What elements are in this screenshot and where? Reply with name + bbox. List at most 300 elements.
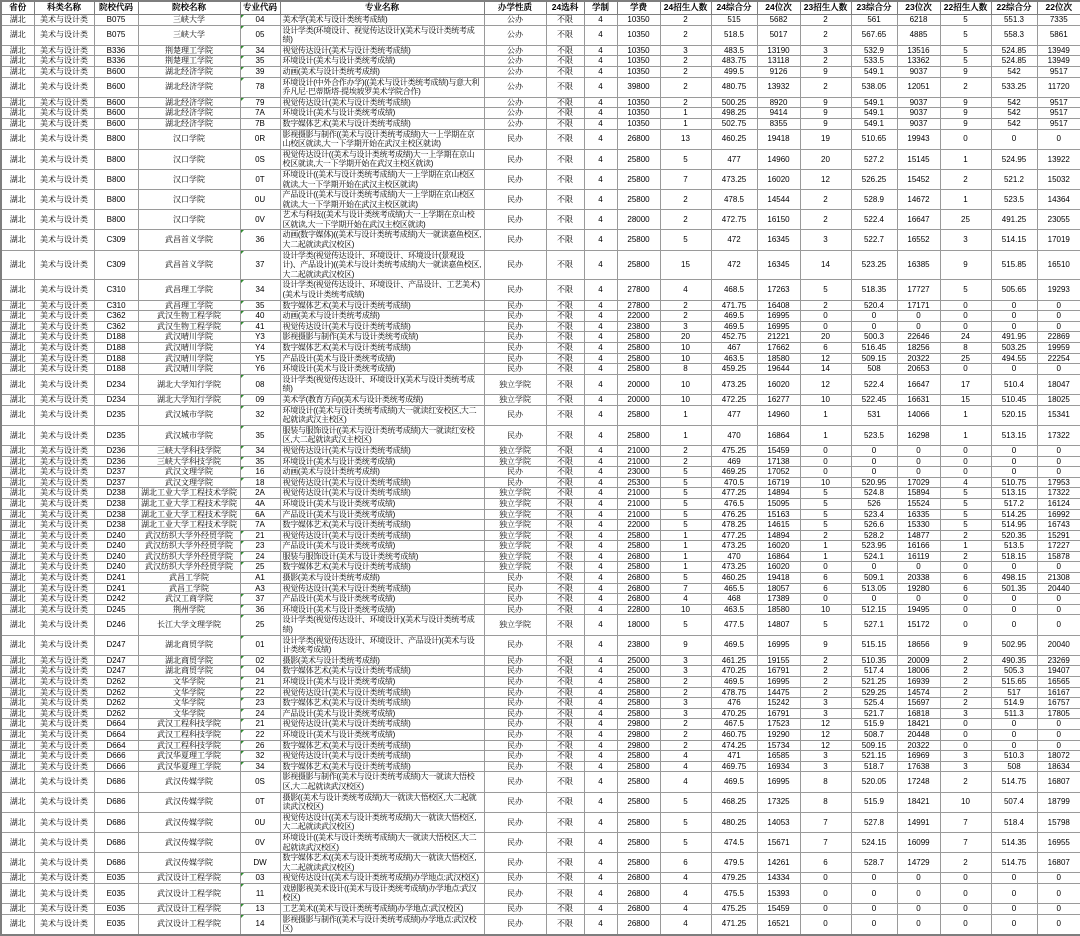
cell: 513.5 (991, 541, 1037, 552)
major-name-cell: 数字媒体艺术(美术与设计类统考成绩) (280, 118, 484, 129)
cell: 武汉文理学院 (138, 477, 240, 488)
cell: 520.4 (851, 300, 897, 311)
major-name-cell: 环境设计((美术与设计类统考成绩)大一上学期在京山校区就读,大一下学期开始在武汉主校区就读) (280, 169, 484, 189)
cell: C310 (94, 300, 138, 311)
cell: 武汉传媒学院 (138, 772, 240, 792)
cell: 独立学院 (484, 509, 546, 520)
cell: 不限 (546, 687, 584, 698)
cell: 湖北经济学院 (138, 118, 240, 129)
cell: 9126 (757, 66, 800, 77)
table-row (1, 25, 1080, 45)
cell: 0 (1037, 729, 1080, 740)
cell: 湖北 (1, 740, 34, 751)
major-name-cell: 环境设计(美术与设计类统考成绩) (280, 364, 484, 375)
cell: 22000 (617, 520, 660, 531)
cell: 2 (660, 719, 711, 730)
cell: D234 (94, 394, 138, 405)
major-name-cell: 影视摄影与制作((美术与设计类统考成绩)大一就读大悟校区,大二起就读武汉校区) (280, 772, 484, 792)
major-code-cell-with-text-marker-icon: 25 (240, 562, 280, 573)
cell: 22800 (617, 604, 660, 615)
major-name-cell: 数字媒体艺术(美术与设计类统考成绩) (280, 520, 484, 531)
cell: 510.35 (851, 655, 897, 666)
cell: 470.25 (711, 708, 757, 719)
cell: 美术与设计类 (34, 751, 94, 762)
header-row (1, 1, 1080, 15)
cell: 20040 (1037, 635, 1080, 655)
cell: 18256 (897, 343, 940, 354)
cell: 8920 (757, 97, 800, 108)
column-header-3: 院校名称 (138, 1, 240, 15)
cell: 美术与设计类 (34, 56, 94, 67)
cell: 15459 (757, 904, 800, 915)
cell: 民办 (484, 210, 546, 230)
cell: 17389 (757, 594, 800, 605)
cell: 25800 (617, 425, 660, 445)
major-name-cell: 摄影((美术与设计类统考成绩)大一就读大悟校区,大二起就读武汉校区) (280, 792, 484, 812)
cell: 2 (660, 15, 711, 26)
cell: 湖北工业大学工程技术学院 (138, 520, 240, 531)
cell: 0 (940, 904, 991, 915)
cell: 2 (940, 698, 991, 709)
table-row (1, 374, 1080, 394)
cell: 467 (711, 343, 757, 354)
cell: 民办 (484, 729, 546, 740)
cell: 14066 (897, 405, 940, 425)
cell: 19495 (897, 604, 940, 615)
column-header-1: 科类名称 (34, 1, 94, 15)
cell: 17248 (897, 772, 940, 792)
cell: D238 (94, 488, 138, 499)
cell: 17727 (897, 280, 940, 300)
cell: 9 (940, 118, 991, 129)
major-name-cell: 数字媒体艺术(美术与设计类统考成绩) (280, 740, 484, 751)
cell: 2 (660, 445, 711, 456)
cell: 0 (897, 562, 940, 573)
cell: 2 (940, 677, 991, 688)
cell: 不限 (546, 729, 584, 740)
table-row (1, 332, 1080, 343)
cell: 515.65 (991, 677, 1037, 688)
cell: 10350 (617, 118, 660, 129)
cell: 4 (584, 280, 617, 300)
cell: 湖北 (1, 541, 34, 552)
cell: 湖北 (1, 772, 34, 792)
cell: 0 (991, 719, 1037, 730)
cell: 16020 (757, 374, 800, 394)
cell: 不限 (546, 405, 584, 425)
cell: 湖北 (1, 594, 34, 605)
cell: 0 (897, 311, 940, 322)
cell: 21308 (1037, 573, 1080, 584)
cell: 武昌工学院 (138, 573, 240, 584)
cell: 美术与设计类 (34, 551, 94, 562)
cell: 4 (584, 364, 617, 375)
cell: 22000 (617, 311, 660, 322)
major-name-cell: 产品设计(美术与设计类统考成绩) (280, 541, 484, 552)
cell: 公办 (484, 45, 546, 56)
cell: 湖北工业大学工程技术学院 (138, 509, 240, 520)
cell: 不限 (546, 615, 584, 635)
cell: 517.2 (991, 498, 1037, 509)
cell: 527.1 (851, 615, 897, 635)
table-row (1, 551, 1080, 562)
cell: 2 (660, 677, 711, 688)
cell: 4 (584, 530, 617, 541)
cell: 3 (940, 708, 991, 719)
table-row (1, 708, 1080, 719)
cell: 不限 (546, 751, 584, 762)
cell: D262 (94, 687, 138, 698)
cell: 14334 (757, 873, 800, 884)
table-row (1, 832, 1080, 852)
cell: 16807 (1037, 772, 1080, 792)
cell: 26800 (617, 904, 660, 915)
major-name-cell: 产品设计(美术与设计类统考成绩) (280, 353, 484, 364)
cell: 美术与设计类 (34, 332, 94, 343)
cell: 18580 (757, 353, 800, 364)
cell: 5 (800, 488, 851, 499)
cell: 1 (660, 530, 711, 541)
cell: 19290 (757, 729, 800, 740)
cell: 2 (660, 210, 711, 230)
column-header-11: 24综合分 (711, 1, 757, 15)
cell: 0 (897, 914, 940, 935)
cell: 29800 (617, 719, 660, 730)
cell: 478.25 (711, 520, 757, 531)
major-code-cell: Y3 (240, 332, 280, 343)
cell: 不限 (546, 374, 584, 394)
cell: 473.25 (711, 541, 757, 552)
cell: 21000 (617, 456, 660, 467)
cell: 10 (800, 477, 851, 488)
cell: 509.1 (851, 573, 897, 584)
cell: 10 (800, 394, 851, 405)
cell: 520.05 (851, 772, 897, 792)
cell: 39800 (617, 77, 660, 97)
cell: 不限 (546, 677, 584, 688)
cell: 0 (940, 445, 991, 456)
cell: 武汉纺织大学外经贸学院 (138, 530, 240, 541)
cell: 湖北 (1, 698, 34, 709)
cell: 0 (991, 300, 1037, 311)
cell: 6 (940, 573, 991, 584)
major-code-cell: Y6 (240, 364, 280, 375)
table-row (1, 530, 1080, 541)
cell: 民办 (484, 332, 546, 343)
cell: 5 (660, 149, 711, 169)
cell: D235 (94, 425, 138, 445)
cell: 478.5 (711, 190, 757, 210)
cell: 4 (584, 594, 617, 605)
table-row (1, 467, 1080, 478)
cell: 501.35 (991, 583, 1037, 594)
cell: 510.75 (991, 477, 1037, 488)
table-row (1, 45, 1080, 56)
cell: 26800 (617, 914, 660, 935)
cell: 26800 (617, 594, 660, 605)
table-row (1, 456, 1080, 467)
major-name-cell: 服装与服饰设计((美术与设计类统考成绩)大一就读红安校区,大二起就读武汉主校区) (280, 425, 484, 445)
cell: 4 (584, 498, 617, 509)
cell: 4 (584, 761, 617, 772)
cell: 5 (940, 25, 991, 45)
cell: 469.5 (711, 772, 757, 792)
cell: 湖北 (1, 573, 34, 584)
table-row (1, 666, 1080, 677)
cell: 10 (660, 374, 711, 394)
cell: 湖北 (1, 364, 34, 375)
cell: 4 (584, 904, 617, 915)
cell: 529.25 (851, 687, 897, 698)
cell: 不限 (546, 311, 584, 322)
cell: 美术与设计类 (34, 364, 94, 375)
cell: 17638 (897, 761, 940, 772)
major-name-cell: 视觉传达设计(美术与设计类统考成绩) (280, 751, 484, 762)
table-row (1, 66, 1080, 77)
cell: 14 (800, 364, 851, 375)
cell: 475.25 (711, 904, 757, 915)
cell: 不限 (546, 761, 584, 772)
cell: 美术与设计类 (34, 66, 94, 77)
cell: 美术与设计类 (34, 498, 94, 509)
major-name-cell: 环境设计(美术与设计类统考成绩) (280, 456, 484, 467)
cell: 20322 (897, 740, 940, 751)
cell: 4 (584, 562, 617, 573)
cell: 湖北工业大学工程技术学院 (138, 498, 240, 509)
table-row (1, 541, 1080, 552)
cell: D664 (94, 740, 138, 751)
cell: 民办 (484, 698, 546, 709)
cell: 15671 (757, 832, 800, 852)
cell: 湖北 (1, 405, 34, 425)
cell: 武昌首义学院 (138, 250, 240, 280)
cell: 民办 (484, 169, 546, 189)
cell: 湖北经济学院 (138, 77, 240, 97)
cell: 4 (660, 594, 711, 605)
cell: 516.45 (851, 343, 897, 354)
cell: 19280 (897, 583, 940, 594)
cell: D247 (94, 666, 138, 677)
cell: 0 (1037, 129, 1080, 149)
cell: 491.95 (991, 332, 1037, 343)
cell: 湖北 (1, 445, 34, 456)
cell: 美术与设计类 (34, 250, 94, 280)
cell: 5 (660, 520, 711, 531)
cell: 4 (584, 520, 617, 531)
cell: 470 (711, 425, 757, 445)
major-name-cell: 视觉传达设计(美术与设计类统考成绩) (280, 583, 484, 594)
cell: 美术与设计类 (34, 729, 94, 740)
cell: 476 (711, 698, 757, 709)
cell: 20322 (897, 353, 940, 364)
cell: 26800 (617, 583, 660, 594)
cell: 2 (940, 77, 991, 97)
cell: 美术与设计类 (34, 374, 94, 394)
major-name-cell: 动画(美术与设计类统考成绩) (280, 467, 484, 478)
cell: 民办 (484, 573, 546, 584)
cell: 湖北 (1, 562, 34, 573)
cell: 民办 (484, 477, 546, 488)
cell: 23055 (1037, 210, 1080, 230)
cell: 4 (584, 77, 617, 97)
cell: 549.1 (851, 97, 897, 108)
cell: 不限 (546, 190, 584, 210)
cell: B800 (94, 129, 138, 149)
cell: 13190 (757, 45, 800, 56)
cell: 公办 (484, 25, 546, 45)
cell: 湖北 (1, 583, 34, 594)
cell: 524.15 (851, 832, 897, 852)
cell: 16631 (897, 394, 940, 405)
cell: 16934 (757, 761, 800, 772)
cell: 美术与设计类 (34, 488, 94, 499)
cell: B800 (94, 149, 138, 169)
cell: 528.2 (851, 530, 897, 541)
table-row (1, 792, 1080, 812)
cell: 4 (584, 551, 617, 562)
cell: D247 (94, 635, 138, 655)
cell: 18634 (1037, 761, 1080, 772)
cell: 美术与设计类 (34, 883, 94, 903)
cell: 25800 (617, 541, 660, 552)
cell: 477.25 (711, 488, 757, 499)
column-header-18: 22位次 (1037, 1, 1080, 15)
cell: 12 (800, 169, 851, 189)
cell: D188 (94, 332, 138, 343)
cell: 不限 (546, 321, 584, 332)
cell: 美术与设计类 (34, 677, 94, 688)
cell: 20 (800, 332, 851, 343)
cell: 不限 (546, 583, 584, 594)
cell: 4 (584, 655, 617, 666)
cell: 475.25 (711, 445, 757, 456)
cell: 518.5 (711, 25, 757, 45)
cell: 15798 (1037, 812, 1080, 832)
major-name-cell: 视觉传达设计((美术与设计类统考成绩)办学地点:武汉校区) (280, 873, 484, 884)
cell: 武汉工程科技学院 (138, 740, 240, 751)
cell: 民办 (484, 583, 546, 594)
cell: 2 (800, 666, 851, 677)
table-row (1, 687, 1080, 698)
cell: 471 (711, 751, 757, 762)
cell: 文华学院 (138, 698, 240, 709)
cell: 4 (584, 729, 617, 740)
table-row (1, 498, 1080, 509)
cell: 4 (584, 300, 617, 311)
cell: E035 (94, 873, 138, 884)
cell: 522.45 (851, 394, 897, 405)
cell: D247 (94, 655, 138, 666)
cell: 514.75 (991, 853, 1037, 873)
cell: 522.7 (851, 230, 897, 250)
cell: 湖北 (1, 687, 34, 698)
cell: 9 (940, 97, 991, 108)
cell: 0 (991, 729, 1037, 740)
cell: 美术与设计类 (34, 509, 94, 520)
cell: 0 (1037, 364, 1080, 375)
cell: 汉口学院 (138, 169, 240, 189)
cell: 2 (660, 311, 711, 322)
cell: 19293 (1037, 280, 1080, 300)
cell: 0 (800, 914, 851, 935)
cell: 5 (940, 509, 991, 520)
cell: 4 (584, 129, 617, 149)
table-row (1, 343, 1080, 354)
cell: 473.25 (711, 169, 757, 189)
major-code-cell-with-text-marker-icon: 23 (240, 541, 280, 552)
cell: 美术与设计类 (34, 761, 94, 772)
cell: 不限 (546, 445, 584, 456)
cell: 湖北 (1, 509, 34, 520)
cell: 0 (940, 883, 991, 903)
cell: 25800 (617, 677, 660, 688)
cell: 10350 (617, 66, 660, 77)
cell: 3 (800, 708, 851, 719)
cell: 4 (584, 210, 617, 230)
cell: 湖北 (1, 914, 34, 935)
major-name-cell: 环境设计(中外合作办学)((美术与设计类统考成绩)与意大利乔凡尼·巴蒂斯塔·提埃坡罗美术学院合作) (280, 77, 484, 97)
cell: C362 (94, 321, 138, 332)
cell: 5 (800, 498, 851, 509)
cell: 518.35 (851, 280, 897, 300)
cell: 民办 (484, 655, 546, 666)
cell: 14053 (757, 812, 800, 832)
cell: D240 (94, 551, 138, 562)
cell: 0 (851, 321, 897, 332)
cell: 472 (711, 250, 757, 280)
cell: 25800 (617, 812, 660, 832)
cell: 469.25 (711, 467, 757, 478)
cell: 517 (991, 687, 1037, 698)
cell: 8 (660, 364, 711, 375)
major-code-cell: 0S (240, 772, 280, 792)
cell: 16277 (757, 394, 800, 405)
cell: 湖北 (1, 66, 34, 77)
cell: 武汉晴川学院 (138, 353, 240, 364)
cell: 6 (800, 573, 851, 584)
column-header-6: 办学性质 (484, 1, 546, 15)
cell: 民办 (484, 708, 546, 719)
cell: 17662 (757, 343, 800, 354)
cell: 507.4 (991, 792, 1037, 812)
cell: 独立学院 (484, 562, 546, 573)
column-header-5: 专业名称 (280, 1, 484, 15)
major-name-cell: 视觉传达设计(美术与设计类统考成绩) (280, 45, 484, 56)
cell: 18000 (617, 615, 660, 635)
column-header-13: 23招生人数 (800, 1, 851, 15)
cell: D235 (94, 405, 138, 425)
cell: 22254 (1037, 353, 1080, 364)
cell: 477.25 (711, 530, 757, 541)
cell: 湖北 (1, 904, 34, 915)
cell: 29800 (617, 729, 660, 740)
cell: 5 (660, 477, 711, 488)
major-code-cell-with-text-marker-icon: 39 (240, 66, 280, 77)
cell: 1 (660, 541, 711, 552)
cell: 9517 (1037, 118, 1080, 129)
cell: 不限 (546, 853, 584, 873)
cell: 21000 (617, 488, 660, 499)
cell: 5 (660, 792, 711, 812)
cell: 13932 (757, 77, 800, 97)
major-code-cell: A1 (240, 573, 280, 584)
table-row (1, 425, 1080, 445)
cell: 19407 (1037, 666, 1080, 677)
cell: 0 (800, 467, 851, 478)
major-name-cell: 环境设计(美术与设计类统考成绩) (280, 677, 484, 688)
cell: 美术与设计类 (34, 666, 94, 677)
cell: 美术与设计类 (34, 15, 94, 26)
